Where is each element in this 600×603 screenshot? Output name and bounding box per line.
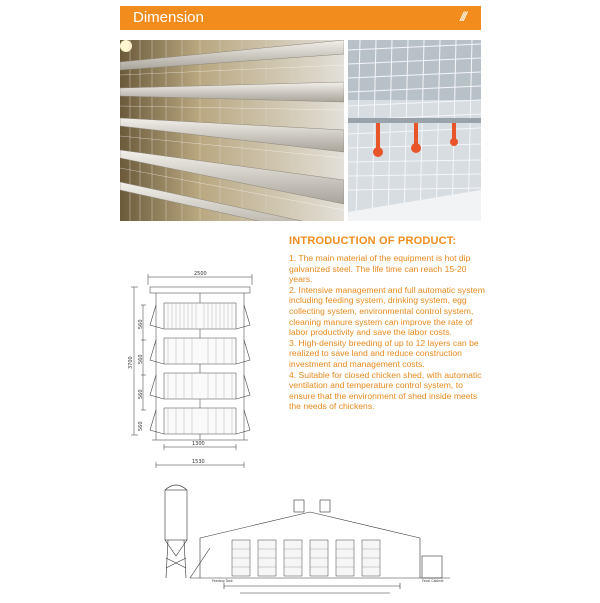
label-feeding-tank: Feeding Tank <box>212 579 233 583</box>
introduction-title: INTRODUCTION OF PRODUCT: <box>289 235 457 247</box>
introduction-item: 4. Suitable for closed chicken shed, with automatic ventilation and temperature control system, to ensure that the environment of shed inside meets the needs of chickens. <box>289 369 482 412</box>
dim-inner-width: 1300 <box>192 441 205 447</box>
drinking-nipple-photo <box>348 40 481 221</box>
section-title: Dimension <box>133 9 204 26</box>
dim-tier-1: 560 <box>138 319 144 329</box>
dim-tier-3: 560 <box>138 389 144 399</box>
label-fecal-cabinet: Fecal Cabinet <box>422 579 444 583</box>
introduction-list <box>289 253 487 412</box>
dim-height: 3700 <box>128 356 134 369</box>
dim-tier-4: 560 <box>138 421 144 431</box>
header-slash-marks: /// <box>460 9 465 24</box>
dim-top-width: 2500 <box>194 271 207 277</box>
cage-elevation-drawing <box>126 265 276 485</box>
introduction-item: 3. High-density breeding of up to 12 layers can be realized to save land and reduce construction investment and management costs. <box>289 337 479 369</box>
product-introduction <box>289 235 487 412</box>
introduction-item: 2. Intensive management and full automatic system including feeding system, drinking system, egg collecting system, environmental control system, cleaning manure system can improve the rate of labor productivity and save the labor costs. <box>289 284 485 338</box>
introduction-item: 1. The main material of the equipment is hot dip galvanized steel. The life time can reach 15-20 years. <box>289 253 471 285</box>
dim-base-width: 1530 <box>192 459 205 465</box>
cage-rows-photo <box>120 40 344 221</box>
dim-tier-2: 560 <box>138 354 144 364</box>
poultry-house-section-drawing <box>160 478 460 603</box>
section-header <box>120 6 481 30</box>
